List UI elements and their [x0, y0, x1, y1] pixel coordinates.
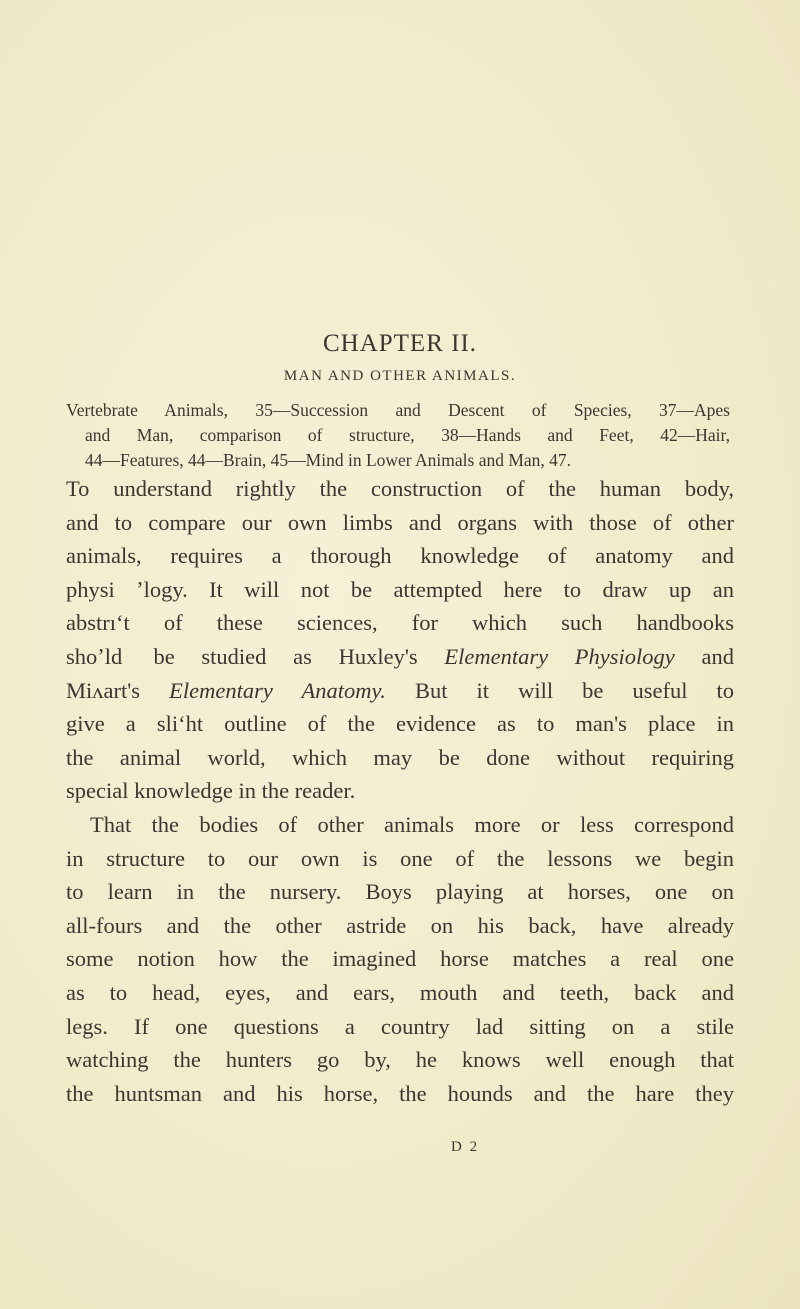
book-title: Elementary Anatomy.	[169, 677, 386, 703]
chapter-heading: CHAPTER II.	[322, 330, 478, 357]
text-line: the huntsman and his horse, the hounds and the hare they	[66, 1080, 734, 1106]
signature-mark: D 2	[451, 1139, 480, 1155]
text-line: That the bodies of other animals more or less correspond	[90, 811, 734, 837]
text-fragment: But it will be useful to	[414, 677, 735, 703]
text-line: special knowledge in the reader.	[66, 778, 356, 804]
summary-line: 44—Features, 44—Brain, 45—Mind in Lower Animals and Man, 47.	[85, 450, 572, 470]
text-line: and to compare our own limbs and organs with those of other	[66, 509, 734, 535]
text-line: to learn in the nursery. Boys playing at horses, one on	[66, 879, 734, 905]
book-title: Elementary Physiology	[444, 643, 675, 669]
text-fragment: shoʼld be studied as Huxley's	[66, 643, 418, 669]
text-line: in structure to our own is one of the lessons we begin	[66, 845, 734, 871]
summary-line: and Man, comparison of structure, 38—Hands and Feet, 42—Hair,	[85, 425, 730, 445]
chapter-summary	[66, 398, 730, 473]
summary-line: Vertebrate Animals, 35—Succession and Descent of Species, 37—Apes	[66, 400, 730, 420]
text-line	[66, 674, 734, 708]
text-line: To understand rightly the construction of the human body,	[66, 476, 734, 501]
text-line: as to head, eyes, and ears, mouth and teeth, back and	[66, 979, 734, 1005]
text-line: all-fours and the other astride on his back, have already	[66, 912, 734, 938]
text-line: abstrıʻt of these sciences, for which such handbooks	[66, 610, 734, 636]
text-line	[66, 640, 734, 674]
text-fragment: and	[701, 643, 734, 669]
text-line: animals, requires a thorough knowledge of anatomy and	[66, 543, 734, 569]
text-line: the animal world, which may be done without requiring	[66, 744, 734, 770]
section-title: MAN AND OTHER ANIMALS.	[283, 368, 517, 384]
text-line: legs. If one questions a country lad sitting on a stile	[66, 1013, 734, 1039]
text-line: physi ʼlogy. It will not be attempted here to draw up an	[66, 576, 734, 602]
text-line: some notion how the imagined horse matches a real one	[66, 946, 734, 972]
text-fragment: Miʌart's	[66, 677, 141, 703]
text-line: watching the hunters go by, he knows well enough that	[66, 1047, 734, 1073]
text-line: give a sliʻht outline of the evidence as to man's place in	[66, 711, 734, 737]
body-text	[66, 472, 734, 1110]
